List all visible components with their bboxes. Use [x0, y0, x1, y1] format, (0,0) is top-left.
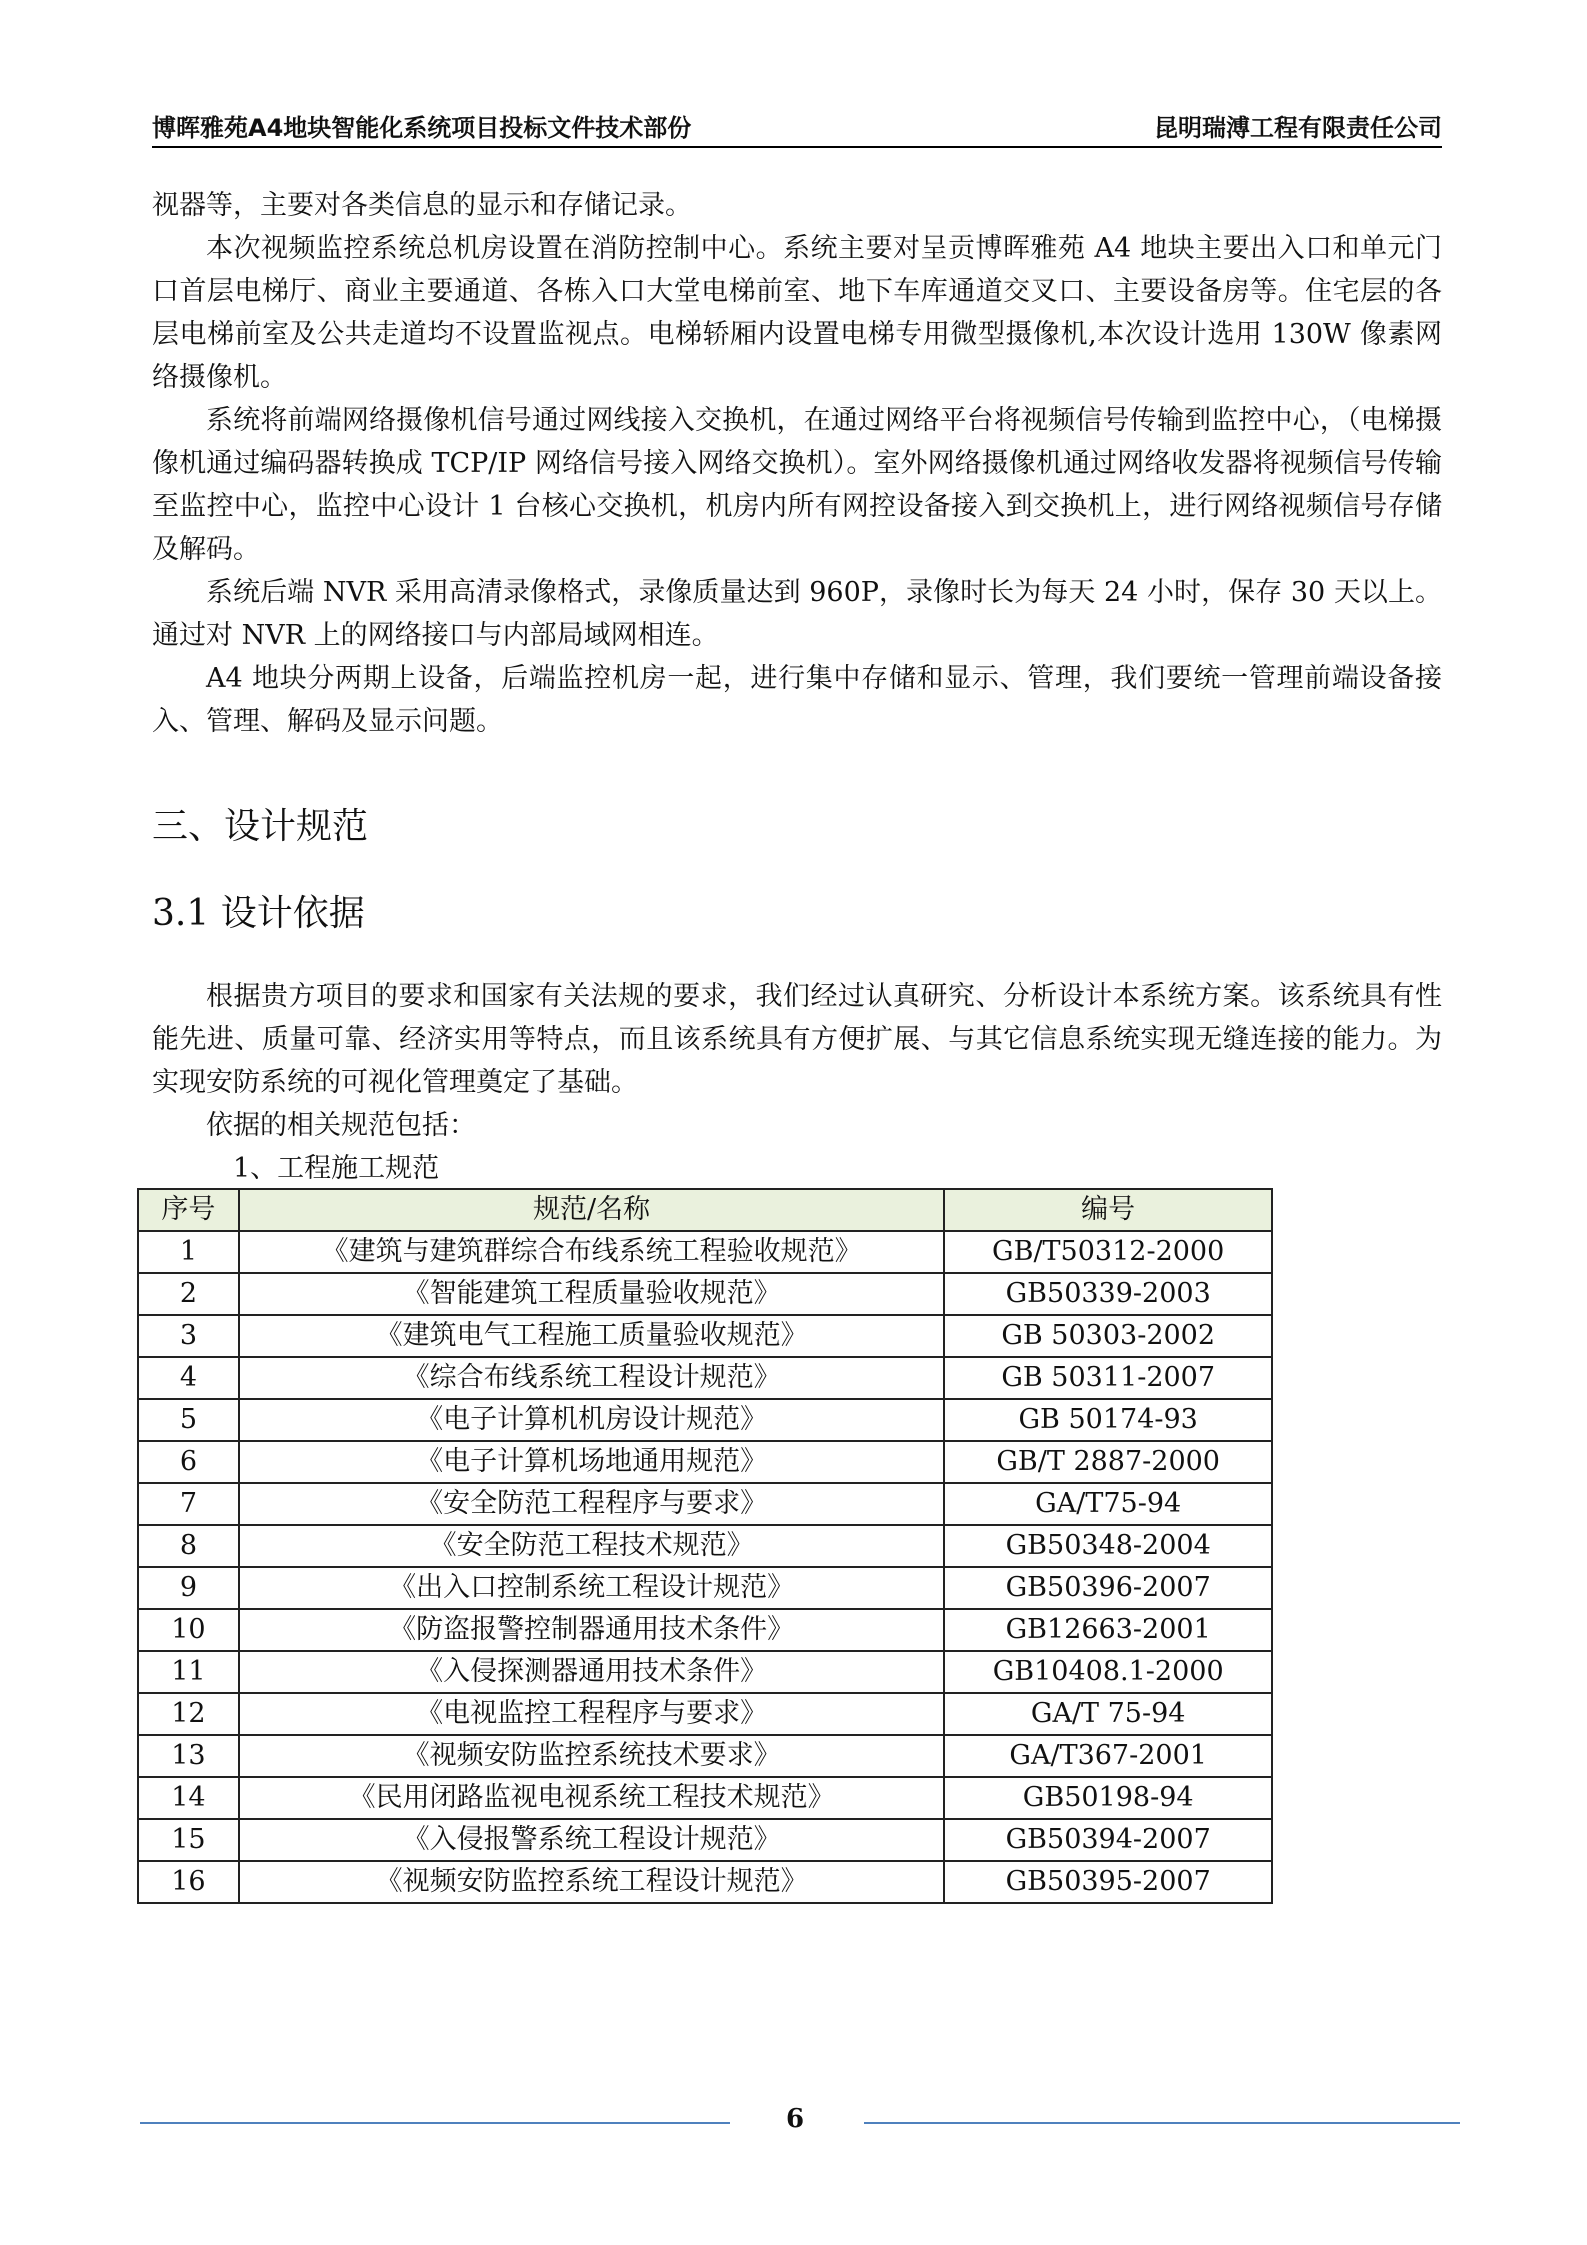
cell-number: 4 — [138, 1357, 239, 1399]
column-header-code: 编号 — [944, 1189, 1272, 1231]
footer-rule-right — [864, 2122, 1460, 2124]
cell-number: 14 — [138, 1777, 239, 1819]
table-row — [138, 1357, 1272, 1399]
cell-number: 10 — [138, 1609, 239, 1651]
cell-name: 《视频安防监控系统工程设计规范》 — [239, 1861, 945, 1903]
cell-code: GB50198-94 — [944, 1777, 1272, 1819]
table-row — [138, 1315, 1272, 1357]
list-title: 1、工程施工规范 — [233, 1153, 440, 1184]
table-row — [138, 1231, 1272, 1273]
section-paragraphs — [152, 975, 1442, 1190]
table-row — [138, 1483, 1272, 1525]
standards-table — [137, 1188, 1273, 1904]
column-header-number: 序号 — [138, 1189, 239, 1231]
cell-name: 《建筑与建筑群综合布线系统工程验收规范》 — [239, 1231, 945, 1273]
cell-name: 《综合布线系统工程设计规范》 — [239, 1357, 945, 1399]
page-header — [152, 112, 1442, 148]
footer-rule-left — [140, 2122, 730, 2124]
cell-code: GB/T50312-2000 — [944, 1231, 1272, 1273]
cell-number: 9 — [138, 1567, 239, 1609]
cell-code: GA/T 75-94 — [944, 1693, 1272, 1735]
cell-name: 《防盗报警控制器通用技术条件》 — [239, 1609, 945, 1651]
company-name: 昆明瑞溥工程有限责任公司 — [1154, 114, 1442, 142]
section-heading: 三、设计规范 — [152, 806, 369, 847]
table-row — [138, 1819, 1272, 1861]
cell-code: GB10408.1-2000 — [944, 1651, 1272, 1693]
paragraph: 视器等，主要对各类信息的显示和存储记录。 — [152, 190, 692, 221]
cell-code: GB50348-2004 — [944, 1525, 1272, 1567]
table-row — [138, 1861, 1272, 1903]
cell-name: 《入侵报警系统工程设计规范》 — [239, 1819, 945, 1861]
cell-number: 15 — [138, 1819, 239, 1861]
cell-name: 《视频安防监控系统技术要求》 — [239, 1735, 945, 1777]
table-row — [138, 1399, 1272, 1441]
page-footer — [140, 2104, 1460, 2140]
cell-number: 13 — [138, 1735, 239, 1777]
table-row — [138, 1567, 1272, 1609]
cell-number: 7 — [138, 1483, 239, 1525]
cell-code: GB50394-2007 — [944, 1819, 1272, 1861]
cell-code: GB50395-2007 — [944, 1861, 1272, 1903]
column-header-name: 规范/名称 — [239, 1189, 945, 1231]
cell-number: 16 — [138, 1861, 239, 1903]
table-row — [138, 1777, 1272, 1819]
paragraph: 根据贵方项目的要求和国家有关法规的要求，我们经过认真研究、分析设计本系统方案。该系统具有性能先进、质量可靠、经济实用等特点，而且该系统具有方便扩展、与其它信息系统实现无缝连接的能力。为实现安防系统的可视化管理奠定了基础。 — [152, 981, 1442, 1098]
cell-code: GB 50174-93 — [944, 1399, 1272, 1441]
document-title: 博晖雅苑A4地块智能化系统项目投标文件技术部份 — [152, 114, 692, 142]
table-row — [138, 1609, 1272, 1651]
cell-name: 《安全防范工程技术规范》 — [239, 1525, 945, 1567]
table-row — [138, 1651, 1272, 1693]
cell-name: 《出入口控制系统工程设计规范》 — [239, 1567, 945, 1609]
subsection-heading: 3.1 设计依据 — [152, 893, 365, 934]
cell-code: GB50396-2007 — [944, 1567, 1272, 1609]
paragraph: 系统后端 NVR 采用高清录像格式，录像质量达到 960P，录像时长为每天 24 小时，保存 30 天以上。通过对 NVR 上的网络接口与内部局域网相连。 — [152, 577, 1442, 651]
table-header-row — [138, 1189, 1272, 1231]
cell-number: 6 — [138, 1441, 239, 1483]
cell-number: 2 — [138, 1273, 239, 1315]
paragraph: 依据的相关规范包括： — [206, 1110, 476, 1141]
cell-code: GA/T75-94 — [944, 1483, 1272, 1525]
cell-code: GA/T367-2001 — [944, 1735, 1272, 1777]
cell-code: GB 50311-2007 — [944, 1357, 1272, 1399]
cell-code: GB 50303-2002 — [944, 1315, 1272, 1357]
cell-name: 《电视监控工程程序与要求》 — [239, 1693, 945, 1735]
cell-code: GB/T 2887-2000 — [944, 1441, 1272, 1483]
cell-code: GB12663-2001 — [944, 1609, 1272, 1651]
cell-number: 11 — [138, 1651, 239, 1693]
cell-name: 《电子计算机场地通用规范》 — [239, 1441, 945, 1483]
table-row — [138, 1441, 1272, 1483]
cell-name: 《智能建筑工程质量验收规范》 — [239, 1273, 945, 1315]
page-number: 6 — [785, 2104, 805, 2134]
cell-code: GB50339-2003 — [944, 1273, 1272, 1315]
table-row — [138, 1525, 1272, 1567]
table-row — [138, 1693, 1272, 1735]
intro-paragraphs — [152, 184, 1442, 743]
cell-number: 5 — [138, 1399, 239, 1441]
table-row — [138, 1273, 1272, 1315]
cell-number: 1 — [138, 1231, 239, 1273]
cell-name: 《建筑电气工程施工质量验收规范》 — [239, 1315, 945, 1357]
table-row — [138, 1735, 1272, 1777]
cell-number: 3 — [138, 1315, 239, 1357]
cell-name: 《安全防范工程程序与要求》 — [239, 1483, 945, 1525]
cell-number: 8 — [138, 1525, 239, 1567]
cell-name: 《电子计算机机房设计规范》 — [239, 1399, 945, 1441]
paragraph: 本次视频监控系统总机房设置在消防控制中心。系统主要对呈贡博晖雅苑 A4 地块主要出入口和单元门口首层电梯厅、商业主要通道、各栋入口大堂电梯前室、地下车库通道交叉口、主要设备房等。住宅层的各层电梯前室及公共走道均不设置监视点。电梯轿厢内设置电梯专用微型摄像机,本次设计选用 130W 像素网络摄像机。 — [152, 233, 1442, 393]
cell-name: 《入侵探测器通用技术条件》 — [239, 1651, 945, 1693]
paragraph: A4 地块分两期上设备，后端监控机房一起，进行集中存储和显示、管理，我们要统一管理前端设备接入、管理、解码及显示问题。 — [152, 663, 1442, 737]
cell-number: 12 — [138, 1693, 239, 1735]
paragraph: 系统将前端网络摄像机信号通过网线接入交换机，在通过网络平台将视频信号传输到监控中心，（电梯摄像机通过编码器转换成 TCP/IP 网络信号接入网络交换机）。室外网络摄像机通过网络收发器将视频信号传输至监控中心，监控中心设计 1 台核心交换机，机房内所有网控设备接入到交换机上，进行网络视频信号存储及解码。 — [152, 405, 1442, 565]
cell-name: 《民用闭路监视电视系统工程技术规范》 — [239, 1777, 945, 1819]
